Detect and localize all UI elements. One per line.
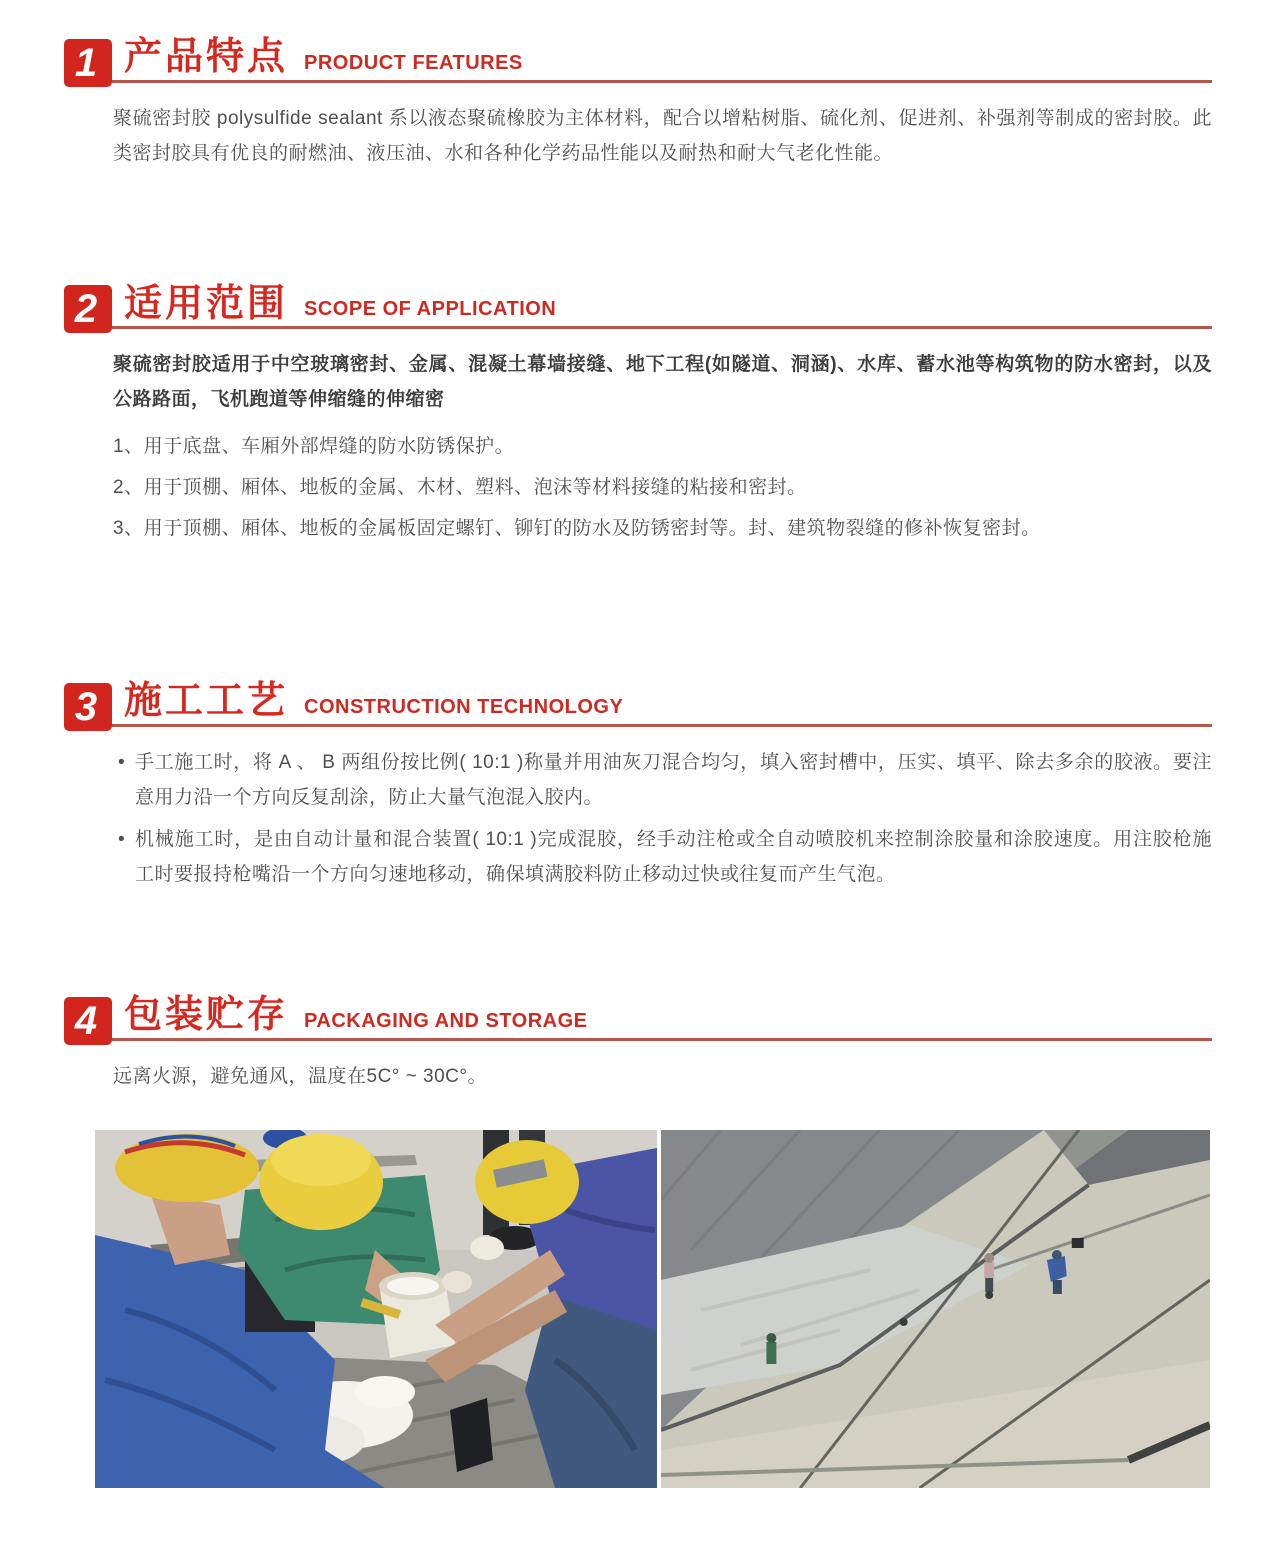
section-lead-paragraph: 聚硫密封胶适用于中空玻璃密封、金属、混凝土幕墙接缝、地下工程(如隧道、洞涵)、水库、蓄水池等构筑物的防水密封，以及公路路面，飞机跑道等伸缩缝的伸缩密: [113, 354, 1212, 411]
section-titles: [112, 36, 1212, 83]
section-number-badge: [64, 997, 112, 1045]
section-number-badge: [64, 683, 112, 731]
section-header: [64, 680, 1212, 731]
section-product-features: [0, 36, 1280, 171]
section-paragraph: 远离火源，避免通风，温度在5C° ~ 30C°。: [113, 1065, 487, 1087]
section-titles: [112, 680, 1212, 727]
section-construction-technology: [0, 680, 1280, 892]
bullet-item: • 手工施工时，将 A 、 B 两组份按比例( 10:1 )称量并用油灰刀混合均匀，填入密封槽中，压实、填平、除去多余的胶液。要注意用力沿一个方向反复刮涂，防止大量气泡混入胶内。: [118, 745, 1212, 815]
section-header: [64, 283, 1212, 334]
list-item: 2、用于顶棚、厢体、地板的金属、木材、塑料、泡沫等材料接缝的粘接和密封。: [113, 477, 807, 499]
section-title-cn: 适用范围: [124, 282, 289, 325]
section-title-en: PACKAGING AND STORAGE: [304, 1009, 588, 1032]
black-plastic-bag: [450, 1398, 493, 1472]
section-title-cn: 包装贮存: [124, 994, 289, 1037]
section-title-cn: 施工工艺: [124, 680, 289, 723]
section-header: [64, 36, 1212, 87]
section-title-en: CONSTRUCTION TECHNOLOGY: [304, 696, 624, 719]
section-number-badge: [64, 39, 112, 87]
section-scope-of-application: [0, 283, 1280, 547]
section-number: 2: [74, 287, 98, 332]
product-datasheet-page: [0, 36, 1280, 1488]
construction-bullet-list: [118, 745, 1212, 892]
application-list: [113, 429, 1212, 546]
section-number-badge: [64, 285, 112, 333]
section-title-en: SCOPE OF APPLICATION: [304, 298, 557, 321]
section-number: 1: [74, 40, 98, 85]
section-packaging-and-storage: [0, 994, 1280, 1094]
section-titles: [112, 283, 1212, 330]
photo-workers-applying-sealant: [95, 1130, 657, 1488]
section-header: [64, 994, 1212, 1045]
photo-concrete-slope-expansion-joints: [661, 1130, 1210, 1488]
section-titles: [112, 994, 1212, 1041]
section-paragraph: 聚硫密封胶 polysulfide sealant 系以液态聚硫橡胶为主体材料，配合以增粘树脂、硫化剂、促进剂、补强剂等制成的密封胶。此类密封胶具有优良的耐燃油、液压油、水和各种化学药品性能以及耐热和耐大气老化性能。: [113, 107, 1212, 164]
photo-concrete-slope-graphic: [661, 1130, 1210, 1488]
section-number: 3: [74, 685, 98, 730]
list-item: 1、用于底盘、车厢外部焊缝的防水防锈保护。: [113, 436, 515, 458]
bullet-item: • 机械施工时，是由自动计量和混合装置( 10:1 )完成混胶，经手动注枪或全自动喷胶机来控制涂胶量和涂胶速度。用注胶枪施工时要报持枪嘴沿一个方向匀速地移动，确保填满胶料防止移动过快或往复而产生气泡。: [118, 822, 1212, 892]
list-item: 3、用于顶棚、厢体、地板的金属板固定螺钉、铆钉的防水及防锈密封等。封、建筑物裂缝的修补恢复密封。: [113, 518, 1041, 540]
section-title-en: PRODUCT FEATURES: [304, 51, 523, 74]
photo-row: [95, 1130, 1210, 1488]
section-title-cn: 产品特点: [124, 36, 289, 78]
photo-workers-applying-sealant-graphic: [95, 1130, 657, 1488]
section-number: 4: [74, 998, 98, 1043]
